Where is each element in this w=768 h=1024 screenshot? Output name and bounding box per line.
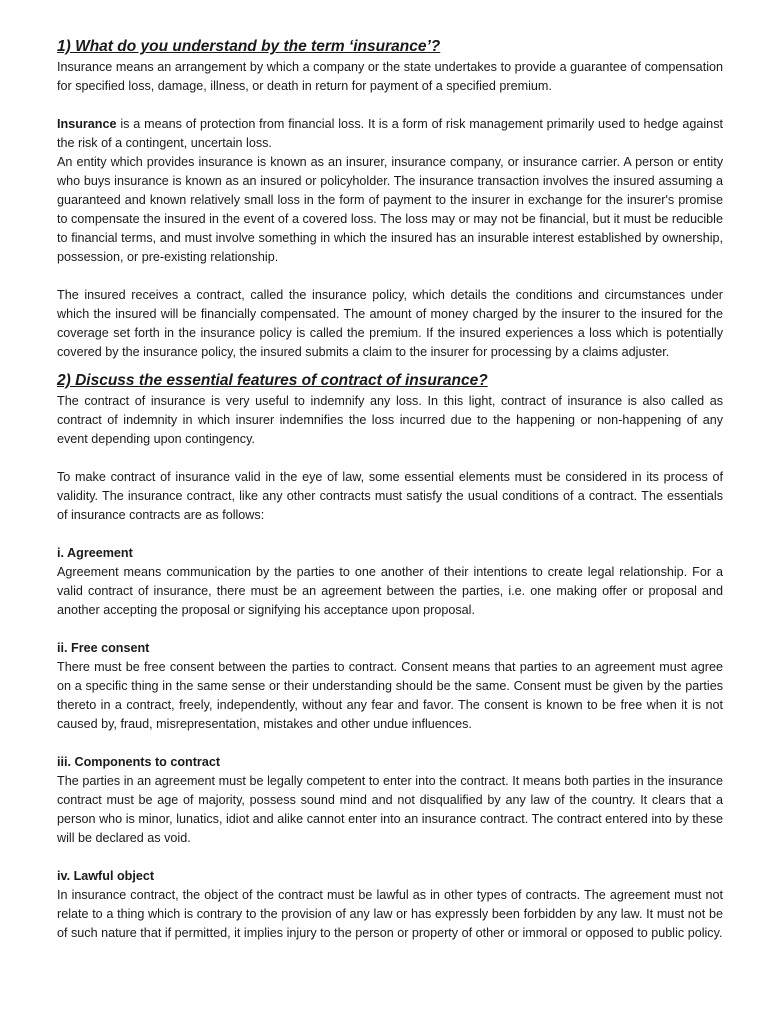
essential-item: [57, 544, 723, 620]
q2-paragraph-1: The contract of insurance is very useful to indemnify any loss. In this light, contract of insurance is also called as contract of indemnity in which insurer indemnifies the loss incurred due to the happening or non-happening of any event depending upon contingency.: [57, 394, 723, 446]
essential-item: [57, 639, 723, 734]
question-1-section: [57, 36, 723, 362]
essential-item: [57, 867, 723, 943]
essential-item-text: There must be free consent between the parties to contract. Consent means that parties to an agreement must agree on a specific thing in the same sense or their understanding should be the same. Consent must be given by the parties thereto in a contract, freely, independently, without any fear and favor. The consent is known to be free when it is not caused by, fraud, misrepresentation, mistakes and other undue influences.: [57, 660, 723, 731]
q1-paragraph-4: The insured receives a contract, called the insurance policy, which details the conditions and circumstances under which the insured will be financially compensated. The amount of money charged by the insurer to the insured for the coverage set forth in the insurance policy is called the premium. If the insured experiences a loss which is potentially covered by the insurance policy, the insured submits a claim to the insurer for processing by a claims adjuster.: [57, 288, 723, 359]
essential-item-heading: iv. Lawful object: [57, 869, 155, 883]
essential-item-heading: i. Agreement: [57, 546, 133, 560]
essential-item-text: The parties in an agreement must be legally competent to enter into the contract. It means both parties in the insurance contract must be age of majority, possess sound mind and not disqualified by any law of the country. It clears that a person who is minor, lunatics, idiot and alike cannot enter into an insurance contract. The contract entered into by these will be declared as void.: [57, 774, 723, 845]
question-2-heading: 2) Discuss the essential features of contract of insurance?: [57, 372, 488, 389]
essential-item: [57, 753, 723, 848]
question-1-heading: 1) What do you understand by the term ‘insurance’?: [57, 38, 441, 55]
q1-paragraph-2-text: is a means of protection from financial loss. It is a form of risk management primarily used to hedge against the risk of a contingent, uncertain loss.: [57, 117, 723, 150]
essential-item-text: Agreement means communication by the parties to one another of their intentions to create legal relationship. For a valid contract of insurance, there must be an agreement between the parties, i.e. one making offer or proposal and another accepting the proposal or signifying his acceptance upon proposal.: [57, 565, 723, 617]
q1-paragraph-3: An entity which provides insurance is known as an insurer, insurance company, or insurance carrier. A person or entity who buys insurance is known as an insured or policyholder. The insurance transaction involves the insured assuming a guaranteed and known relatively small loss in the form of payment to the insurer in exchange for the insurer's promise to compensate the insured in the event of a covered loss. The loss may or may not be financial, but it must be reducible to financial terms, and must involve something in which the insured has an insurable interest established by ownership, possession, or pre-existing relationship.: [57, 155, 723, 264]
document-page: [57, 36, 723, 943]
q2-paragraph-2: To make contract of insurance valid in the eye of law, some essential elements must be considered in its process of validity. The insurance contract, like any other contracts must satisfy the usual conditions of a contract. The essentials of insurance contracts are as follows:: [57, 470, 723, 522]
q1-paragraph-2: [57, 115, 723, 153]
essential-item-text: In insurance contract, the object of the contract must be lawful as in other types of contracts. The agreement must not relate to a thing which is contrary to the provision of any law or has expressly been forbidden by any law. It must not be of such nature that if permitted, it implies injury to the person or property of other or immoral or opposed to public policy.: [57, 888, 723, 940]
question-2-section: [57, 370, 723, 943]
insurance-bold-term: Insurance: [57, 117, 117, 131]
essential-item-heading: iii. Components to contract: [57, 755, 221, 769]
q1-paragraph-1: Insurance means an arrangement by which a company or the state undertakes to provide a guarantee of compensation for specified loss, damage, illness, or death in return for payment of a specified premium.: [57, 60, 723, 93]
essential-item-heading: ii. Free consent: [57, 641, 150, 655]
